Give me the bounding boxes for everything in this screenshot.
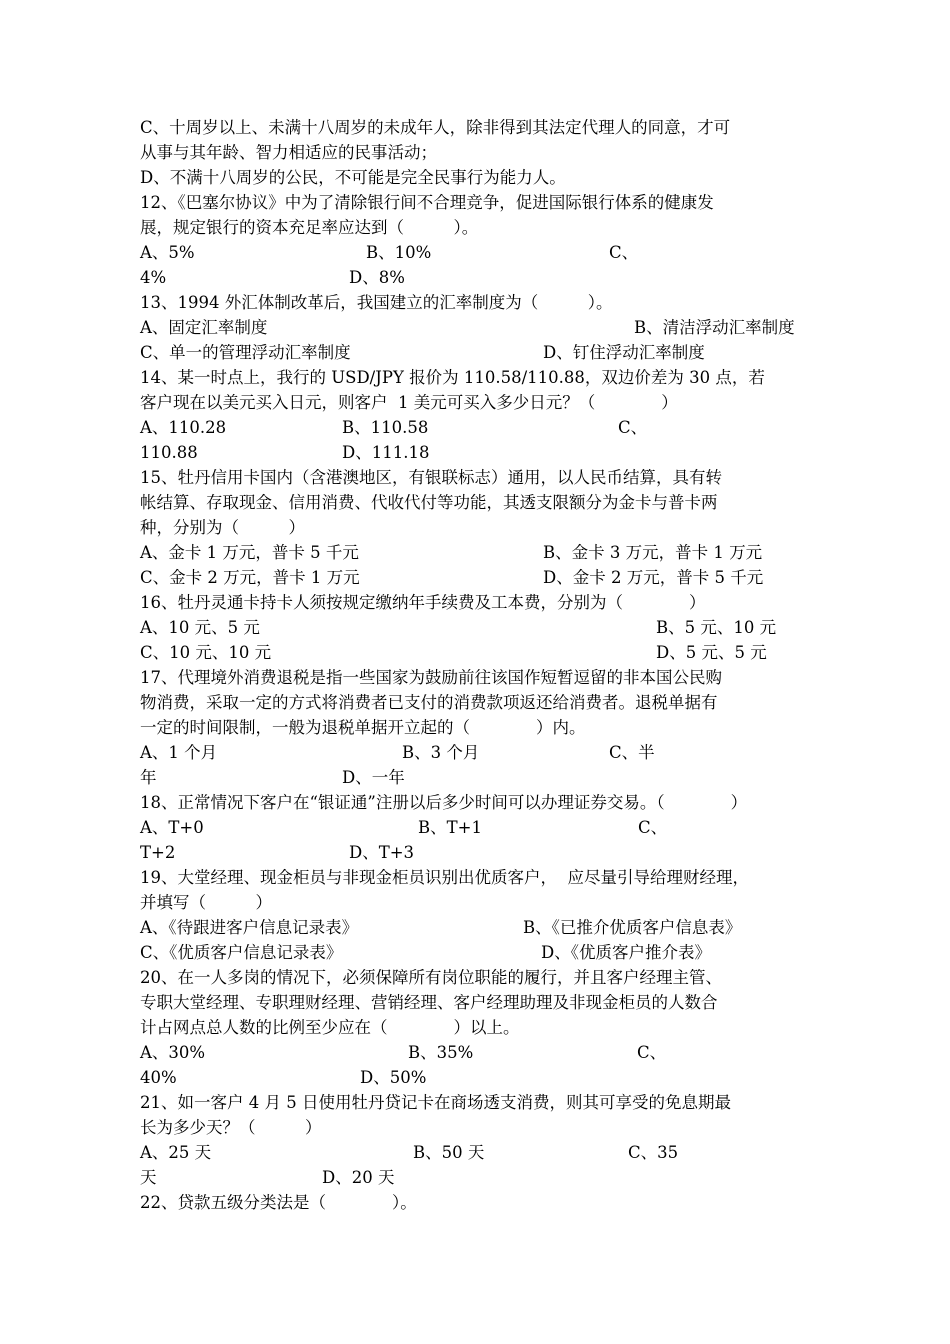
option-c: C、 <box>618 418 648 437</box>
option-a: A、30% <box>140 1043 206 1062</box>
option-b: B、110.58 <box>342 418 429 437</box>
option-b: B、35% <box>408 1043 474 1062</box>
question-20-cont: 计占网点总人数的比例至少应在（ ）以上。 <box>140 1018 520 1037</box>
question-12: 12、《巴塞尔协议》中为了清除银行间不合理竞争，促进国际银行体系的健康发 <box>140 193 714 212</box>
option-a: A、1 个月 <box>140 743 218 762</box>
option-b: B、《已推介优质客户信息表》 <box>523 918 742 937</box>
option-a: A、金卡 1 万元，普卡 5 千元 <box>140 543 359 562</box>
option-d: D、《优质客户推介表》 <box>541 943 711 962</box>
option-d: D、钉住浮动汇率制度 <box>543 343 705 362</box>
option-d: D、5 元、5 元 <box>656 643 767 662</box>
option-b: B、清洁浮动汇率制度 <box>634 318 795 337</box>
option-c-value: 40% <box>140 1068 177 1087</box>
option-c: C、金卡 2 万元，普卡 1 万元 <box>140 568 360 587</box>
option-c-q11-cont: 从事与其年龄、智力相适应的民事活动； <box>140 143 437 162</box>
question-22: 22、贷款五级分类法是（ ）。 <box>140 1193 417 1212</box>
option-c: C、10 元、10 元 <box>140 643 272 662</box>
option-d: D、一年 <box>342 768 405 787</box>
option-c: C、 <box>637 1043 667 1062</box>
option-a: A、T+0 <box>140 818 204 837</box>
option-d: D、111.18 <box>342 443 430 462</box>
question-18: 18、正常情况下客户在“银证通”注册以后多少时间可以办理证券交易。（ ） <box>140 793 748 812</box>
question-16: 16、牡丹灵通卡持卡人须按规定缴纳年手续费及工本费，分别为（ ） <box>140 593 706 612</box>
option-b: B、T+1 <box>418 818 482 837</box>
option-c: C、单一的管理浮动汇率制度 <box>140 343 351 362</box>
question-15: 15、牡丹信用卡国内（含港澳地区，有银联标志）通用，以人民币结算，具有转 <box>140 468 722 487</box>
option-b: B、5 元、10 元 <box>656 618 777 637</box>
option-a: A、110.28 <box>140 418 227 437</box>
question-17-cont: 一定的时间限制，一般为退税单据开立起的（ ）内。 <box>140 718 586 737</box>
question-12-cont: 展，规定银行的资本充足率应达到（ ）。 <box>140 218 479 237</box>
option-c: C、35 <box>628 1143 679 1162</box>
option-d-q11: D、不满十八周岁的公民，不可能是完全民事行为能力人。 <box>140 168 566 187</box>
question-20: 20、在一人多岗的情况下，必须保障所有岗位职能的履行，并且客户经理主管、 <box>140 968 722 987</box>
option-d: D、20 天 <box>322 1168 395 1187</box>
question-19: 19、大堂经理、现金柜员与非现金柜员识别出优质客户， 应尽量引导给理财经理， <box>140 868 749 887</box>
option-a: A、5% <box>140 243 195 262</box>
option-c: C、半 <box>609 743 655 762</box>
option-c-value: 天 <box>140 1168 157 1187</box>
option-b: B、3 个月 <box>402 743 480 762</box>
option-b: B、10% <box>366 243 432 262</box>
question-20-cont: 专职大堂经理、专职理财经理、营销经理、客户经理助理及非现金柜员的人数合 <box>140 993 718 1012</box>
option-a: A、《待跟进客户信息记录表》 <box>140 918 359 937</box>
option-a: A、固定汇率制度 <box>140 318 268 337</box>
question-19-cont: 并填写（ ） <box>140 893 272 912</box>
option-d: D、8% <box>349 268 405 287</box>
option-d: D、50% <box>360 1068 427 1087</box>
option-a: A、25 天 <box>140 1143 212 1162</box>
option-c: C、 <box>609 243 639 262</box>
option-c-value: 年 <box>140 768 157 787</box>
question-15-cont: 种，分别为（ ） <box>140 518 305 537</box>
question-17-cont: 物消费，采取一定的方式将消费者已支付的消费款项返还给消费者。退税单据有 <box>140 693 718 712</box>
option-d: D、T+3 <box>349 843 415 862</box>
option-c-value: 4% <box>140 268 167 287</box>
option-b: B、50 天 <box>413 1143 485 1162</box>
option-c: C、《优质客户信息记录表》 <box>140 943 343 962</box>
option-c-value: T+2 <box>140 843 176 862</box>
option-c: C、 <box>638 818 668 837</box>
question-14-cont: 客户现在以美元买入日元，则客户 1 美元可买入多少日元？（ ） <box>140 393 678 412</box>
question-21-cont: 长为多少天？（ ） <box>140 1118 322 1137</box>
option-d: D、金卡 2 万元，普卡 5 千元 <box>543 568 764 587</box>
question-15-cont: 帐结算、存取现金、信用消费、代收代付等功能，其透支限额分为金卡与普卡两 <box>140 493 718 512</box>
question-21: 21、如一客户 4 月 5 日使用牡丹贷记卡在商场透支消费，则其可享受的免息期最 <box>140 1093 731 1112</box>
option-c-value: 110.88 <box>140 443 198 462</box>
question-13: 13、1994 外汇体制改革后，我国建立的汇率制度为（ ）。 <box>140 293 613 312</box>
option-c-q11: C、十周岁以上、未满十八周岁的未成年人，除非得到其法定代理人的同意，才可 <box>140 118 731 137</box>
option-a: A、10 元、5 元 <box>140 618 260 637</box>
question-17: 17、代理境外消费退税是指一些国家为鼓励前往该国作短暂逗留的非本国公民购 <box>140 668 722 687</box>
option-b: B、金卡 3 万元，普卡 1 万元 <box>543 543 763 562</box>
question-14: 14、某一时点上，我行的 USD/JPY 报价为 110.58/110.88，双边价差为 30 点，若 <box>140 368 765 387</box>
